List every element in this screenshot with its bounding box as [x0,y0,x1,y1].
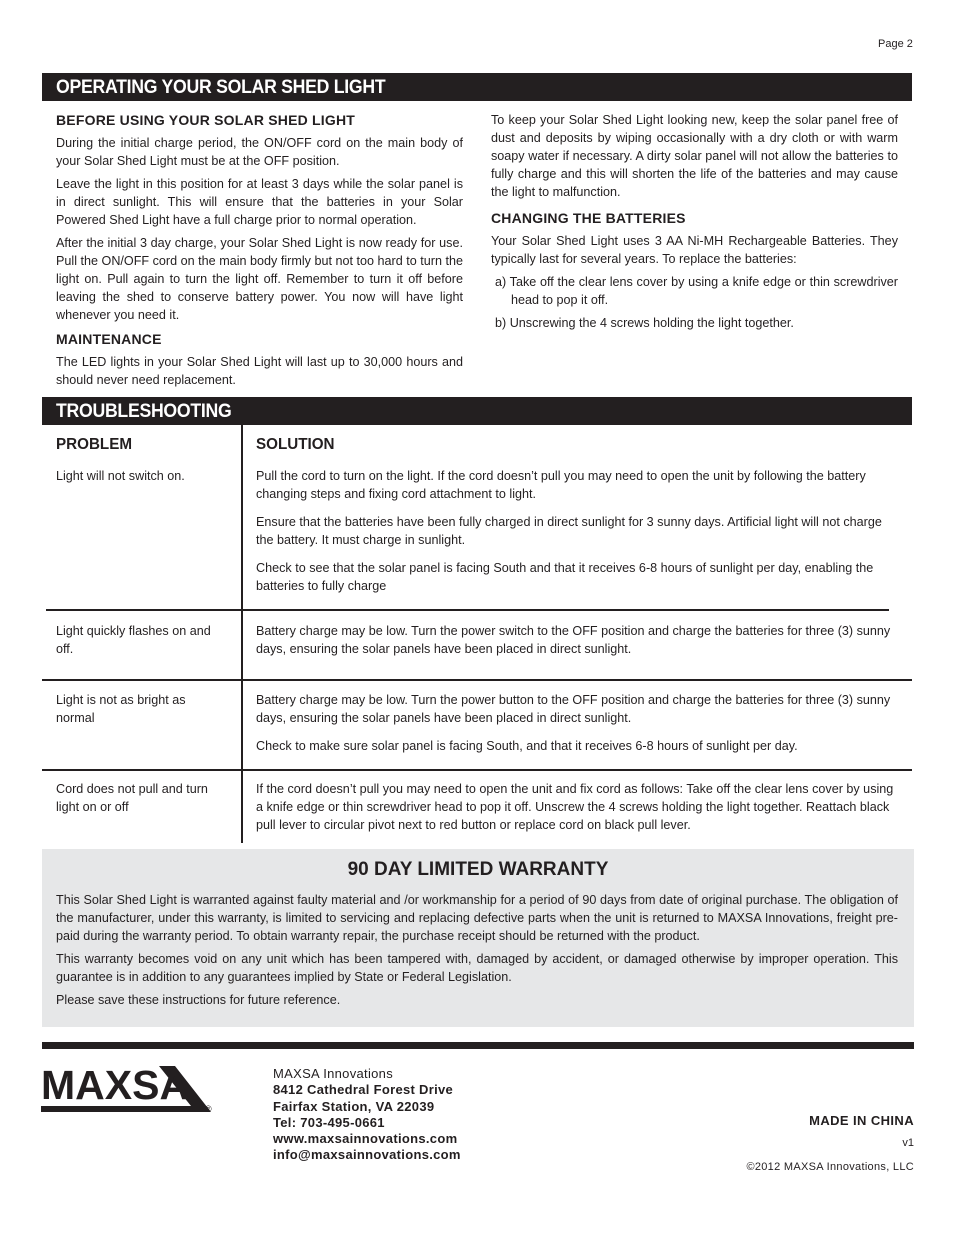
email-link[interactable]: info@maxsainnovations.com [273,1147,461,1163]
logo-text: MAXSA [41,1062,190,1108]
troubleshooting-title: TROUBLESHOOTING [56,401,232,422]
solution-text: Pull the cord to turn on the light. If the cord doesn’t pull you may need to open the unit by following the battery changing steps and fixing cord attachment to light. [256,469,866,501]
warranty-paragraph: Please save these instructions for future reference. [56,993,341,1007]
company-address [273,1066,461,1164]
problem-cell: Light quickly flashes on and off. [56,624,211,656]
maxsa-logo [41,1062,216,1116]
version-label: v1 [902,1137,914,1149]
solution-cell [256,622,896,668]
maintenance-paragraph: The LED lights in your Solar Shed Light will last up to 30,000 hours and should never need replacement. [56,355,463,387]
warranty-box [42,849,914,1027]
solution-cell [256,467,896,605]
column-divider [241,425,243,610]
solution-text: Check to make sure solar panel is facing South, and that it receives 6-8 hours of sunlight per day. [256,739,798,753]
before-using-heading: BEFORE USING YOUR SOLAR SHED LIGHT [56,112,356,128]
operating-banner [42,73,912,101]
solution-text: Check to see that the solar panel is facing South and that it receives 6-8 hours of sunlight per day, enabling the batteries to fully charge [256,561,874,593]
solution-text: Battery charge may be low. Turn the power button to the OFF position and charge the batteries for three (3) sunny days, ensuring the solar panels have been placed in direct sunlight. [256,693,891,725]
before-using-paragraph: After the initial 3 day charge, your Solar Shed Light is now ready for use. Pull the ON/OFF cord on the main body firmly but not too hard to turn the light on. Pull again to turn the light off. Remember to turn it off before leaving the shed to conserve battery power. You now will have light whenever you need it. [56,236,463,322]
operating-title: OPERATING YOUR SOLAR SHED LIGHT [56,77,386,98]
city-address: Fairfax Station, VA 22039 [273,1098,435,1114]
problem-cell: Light is not as bright as normal [56,693,186,725]
before-using-paragraph: Leave the light in this position for at least 3 days while the solar panel is in direct sunlight. This will ensure that the batteries in your Solar Powered Shed Light have a full charge prior to normal operation. [56,177,463,227]
column-divider [241,770,243,843]
warranty-paragraph: This Solar Shed Light is warranted against faulty material and /or workmanship for a period of 90 days from date of original purchase. The obligation of the manufacturer, under this warranty, is limited to servicing and replacing defective parts when the unit is returned to MAXSA Innovations, freight pre-paid during the warranty period. To obtain warranty repair, the purchase receipt should be returned with the product. [56,893,898,943]
batteries-paragraph: Your Solar Shed Light uses 3 AA Ni-MH Rechargeable Batteries. They typically last for several years. To replace the batteries: [491,234,898,266]
solution-text: Ensure that the batteries have been fully charged in direct sunlight for 3 sunny days. Artificial light will not charge the battery. It must charge in sunlight. [256,515,882,547]
column-divider [241,680,243,769]
website-link[interactable]: www.maxsainnovations.com [273,1131,458,1147]
page-number: Page 2 [878,38,913,50]
registered-mark: ® [205,1104,212,1114]
copyright-year: ©2012 [746,1161,781,1173]
warranty-text [56,891,898,1014]
solution-header: SOLUTION [256,436,335,453]
telephone: Tel: 703-495-0661 [273,1114,385,1130]
before-using-paragraph: During the initial charge period, the ON/OFF cord on the main body of your Solar Shed Light must be at the OFF position. [56,136,463,168]
problem-cell: Cord does not pull and turn light on or off [56,782,208,814]
street-address: 8412 Cathedral Forest Drive [273,1082,454,1098]
problem-cell: Light will not switch on. [56,469,185,483]
warranty-title: 90 DAY LIMITED WARRANTY [347,859,609,880]
maintenance-heading: MAINTENANCE [56,331,162,347]
operating-right-column [491,111,898,337]
solution-cell [256,780,896,844]
solution-text: Battery charge may be low. Turn the power switch to the OFF position and charge the batteries for three (3) sunny days, ensuring the solar panels have been placed in direct sunlight. [256,624,891,656]
copyright-owner: MAXSA Innovations, LLC [783,1161,914,1173]
troubleshooting-banner [42,397,912,425]
batteries-heading: CHANGING THE BATTERIES [491,210,686,226]
row-divider [42,769,912,771]
company-name: MAXSA Innovations [273,1066,393,1081]
row-divider [46,609,889,611]
batteries-step-a: a) Take off the clear lens cover by using a knife edge or thin screwdriver head to pop it off. [495,275,898,307]
column-divider [241,611,243,679]
row-divider [42,679,912,681]
warranty-paragraph: This warranty becomes void on any unit which has been tampered with, damaged by accident, or damaged otherwise by improper operation. This guarantee is in addition to any guarantees implied by State or Federal Legislation. [56,952,898,984]
solution-cell [256,691,896,765]
solution-text: If the cord doesn’t pull you may need to open the unit and fix cord as follows: Take off the clear lens cover by using a knife edge or thin screwdriver head to pop it off. Unscrew the 4 screws holding the light together. Reattach black pull lever to circular pivot next to red button or replace cord on black pull lever. [256,782,894,832]
copyright [746,1161,914,1173]
made-in-label: MADE IN CHINA [809,1113,914,1128]
footer-rule [42,1042,914,1049]
maintenance-paragraph: To keep your Solar Shed Light looking new, keep the solar panel free of dust and deposits by wiping occasionally with a dry cloth or with warm soapy water if necessary. A dirty solar panel will not allow the batteries to fully charge and this will shorten the life of the batteries and may cause the light to malfunction. [491,113,898,199]
problem-header: PROBLEM [56,436,132,453]
operating-left-column [56,111,463,394]
batteries-step-b: b) Unscrewing the 4 screws holding the light together. [495,316,794,330]
